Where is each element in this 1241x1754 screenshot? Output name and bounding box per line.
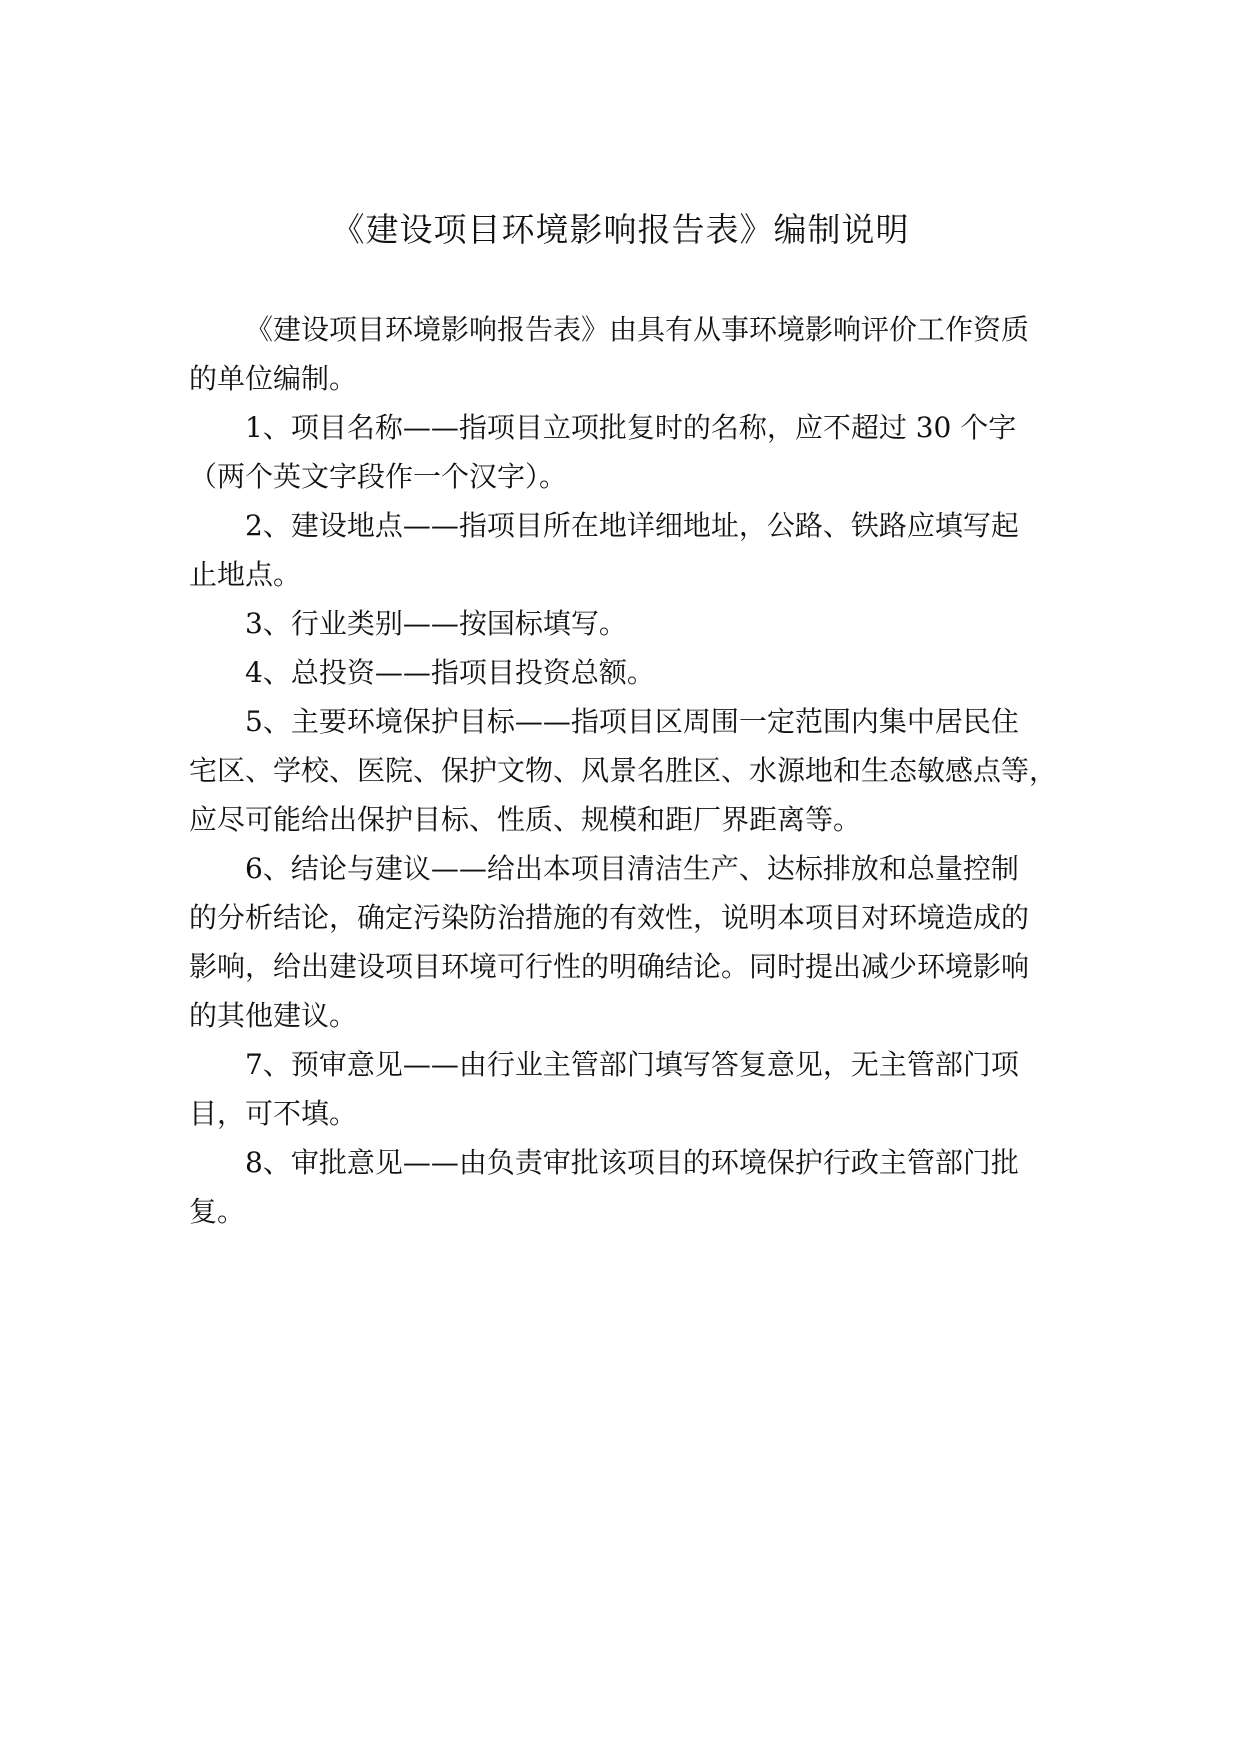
paragraph-item-4 xyxy=(189,648,1055,697)
paragraph-item-1 xyxy=(189,403,1055,501)
text-line: 应尽可能给出保护目标、性质、规模和距厂界距离等。 xyxy=(189,803,862,836)
text-line: 止地点。 xyxy=(189,558,302,591)
text-line: 的分析结论，确定污染防治措施的有效性，说明本项目对环境造成的 xyxy=(189,901,1030,934)
text-line: 3、行业类别——按国标填写。 xyxy=(245,607,627,640)
text-line: 6、结论与建议——给出本项目清洁生产、达标排放和总量控制 xyxy=(245,852,1019,885)
text-line: 复。 xyxy=(189,1195,246,1228)
text-line: 8、审批意见——由负责审批该项目的环境保护行政主管部门批 xyxy=(245,1146,1019,1179)
paragraph-item-5 xyxy=(189,697,1058,844)
text-line: 影响，给出建设项目环境可行性的明确结论。同时提出减少环境影响 xyxy=(189,950,1030,983)
text-line: 5、主要环境保护目标——指项目区周围一定范围内集中居民住 xyxy=(245,705,1019,738)
paragraph-item-7 xyxy=(189,1040,1055,1138)
document-title: 《建设项目环境影响报告表》编制说明 xyxy=(331,210,910,249)
text-line: 7、预审意见——由行业主管部门填写答复意见，无主管部门项 xyxy=(245,1048,1019,1081)
document-body xyxy=(189,305,1058,1236)
text-line: 目，可不填。 xyxy=(189,1097,358,1130)
text-line: 2、建设地点——指项目所在地详细地址，公路、铁路应填写起 xyxy=(245,509,1019,542)
paragraph-item-6 xyxy=(189,844,1055,1040)
paragraph-item-2 xyxy=(189,501,1055,599)
paragraph-item-3 xyxy=(189,599,1055,648)
text-line: 《建设项目环境影响报告表》由具有从事环境影响评价工作资质 xyxy=(245,313,1030,346)
paragraph-intro xyxy=(189,305,1055,403)
text-line: （两个英文字段作一个汉字）。 xyxy=(189,460,568,493)
text-line: 1、项目名称——指项目立项批复时的名称，应不超过 30 个字 xyxy=(245,411,1017,444)
text-line: 4、总投资——指项目投资总额。 xyxy=(245,656,655,689)
text-line: 宅区、学校、医院、保护文物、风景名胜区、水源地和生态敏感点等， xyxy=(189,754,1058,787)
paragraph-item-8 xyxy=(189,1138,1055,1236)
text-line: 的单位编制。 xyxy=(189,362,358,395)
text-line: 的其他建议。 xyxy=(189,999,358,1032)
